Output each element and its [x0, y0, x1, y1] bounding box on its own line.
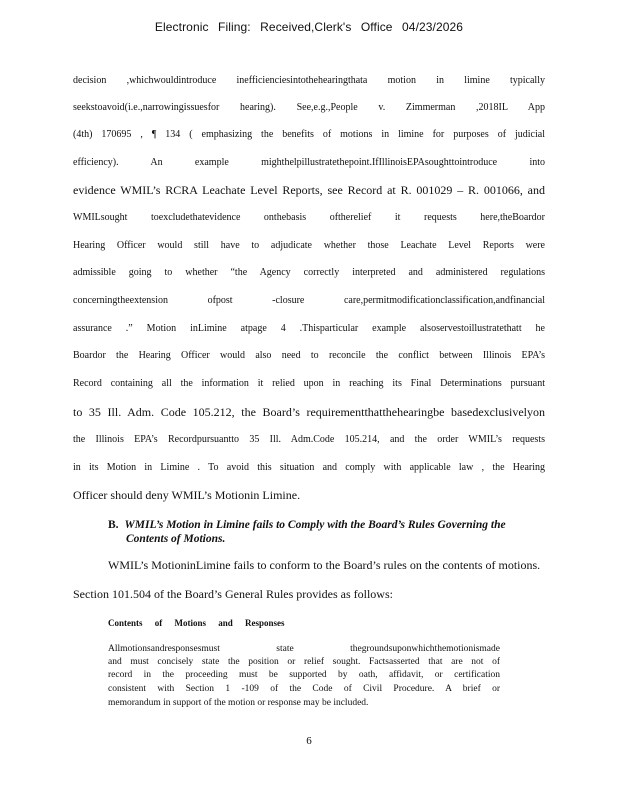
section-heading-line-1: WMIL’s Motion in Limine fails to Comply with the Board’s Rules Governing the: [124, 519, 506, 531]
section-heading-letter: B.: [108, 519, 119, 531]
body-line-10: assurance .” Motion inLimine atpage 4 .Thisparticular example alsoservestoillustratethatt he: [73, 323, 545, 334]
body-line-4: efficiency). An example mighthelpillustratethepoint.IfIllinoisEPAsoughttointroduce into: [73, 157, 545, 168]
body-line-2: seekstoavoid(i.e.,narrowingissuesfor hearing). See,e.g.,People v. Zimmerman ,2018IL App: [73, 102, 545, 113]
block-quote-line-4: consistent with Section 1 -109 of the Code of Civil Procedure. A brief or: [108, 684, 500, 694]
body-line-16: Officer should deny WMIL’s Motionin Limine.: [73, 488, 301, 502]
body-line-9: concerningtheextension ofpost -closure care,permitmodificationclassification,andfinancial: [73, 295, 545, 306]
block-quote-line-1: Allmotionsandresponsesmust state thegroundsuponwhichthemotionismade: [108, 644, 500, 654]
para2-line-2: Section 101.504 of the Board’s General Rules provides as follows:: [73, 587, 393, 601]
body-line-11: Boardor the Hearing Officer would also need to reconcile the conflict between Illinois EPA’s: [73, 350, 545, 361]
body-line-12: Record containing all the information it relied upon in reaching its Final Determinations pursuant: [73, 378, 545, 389]
block-quote-line-3: record in the proceeding must be supported by oath, affidavit, or certification: [108, 670, 500, 680]
section-heading: [108, 518, 548, 546]
section-heading-line-2: Contents of Motions.: [126, 533, 226, 545]
block-quote-caption: Contents of Motions and Responses: [108, 618, 285, 628]
efiling-header: Electronic Filing: Received,Clerk's Office 04/23/2026: [154, 20, 464, 34]
body-line-5: evidence WMIL’s RCRA Leachate Level Reports, see Record at R. 001029 – R. 001066, and: [73, 183, 545, 197]
body-line-14: the Illinois EPA’s Recordpursuantto 35 Ill. Adm.Code 105.214, and the order WMIL’s requests: [73, 434, 545, 445]
body-line-3: (4th) 170695 , ¶ 134 ( emphasizing the benefits of motions in limine for purposes of judicial: [73, 129, 545, 140]
body-line-7: Hearing Officer would still have to adjudicate whether those Leachate Level Reports were: [73, 240, 545, 251]
page-number: 6: [306, 735, 312, 747]
body-line-15: in its Motion in Limine . To avoid this situation and comply with applicable law , the Hearing: [73, 462, 545, 473]
body-line-13: to 35 Ill. Adm. Code 105.212, the Board’s requirementthatthehearingbe basedexclusivelyon: [73, 405, 545, 419]
body-line-8: admissible going to whether “the Agency correctly interpreted and administered regulations: [73, 267, 545, 278]
block-quote-line-2: and must concisely state the position or relief sought. Factsasserted that are not of: [108, 657, 500, 667]
para2-line-1: WMIL’s MotioninLimine fails to conform to the Board’s rules on the contents of motions.: [108, 558, 541, 572]
block-quote-line-5: memorandum in support of the motion or response may be included.: [108, 698, 369, 708]
body-line-6: WMILsought toexcludethatevidence onthebasis oftherelief it requests here,theBoardor: [73, 212, 545, 223]
body-line-1: decision ,whichwouldintroduce inefficienciesintothehearingthata motion in limine typically: [73, 75, 545, 86]
